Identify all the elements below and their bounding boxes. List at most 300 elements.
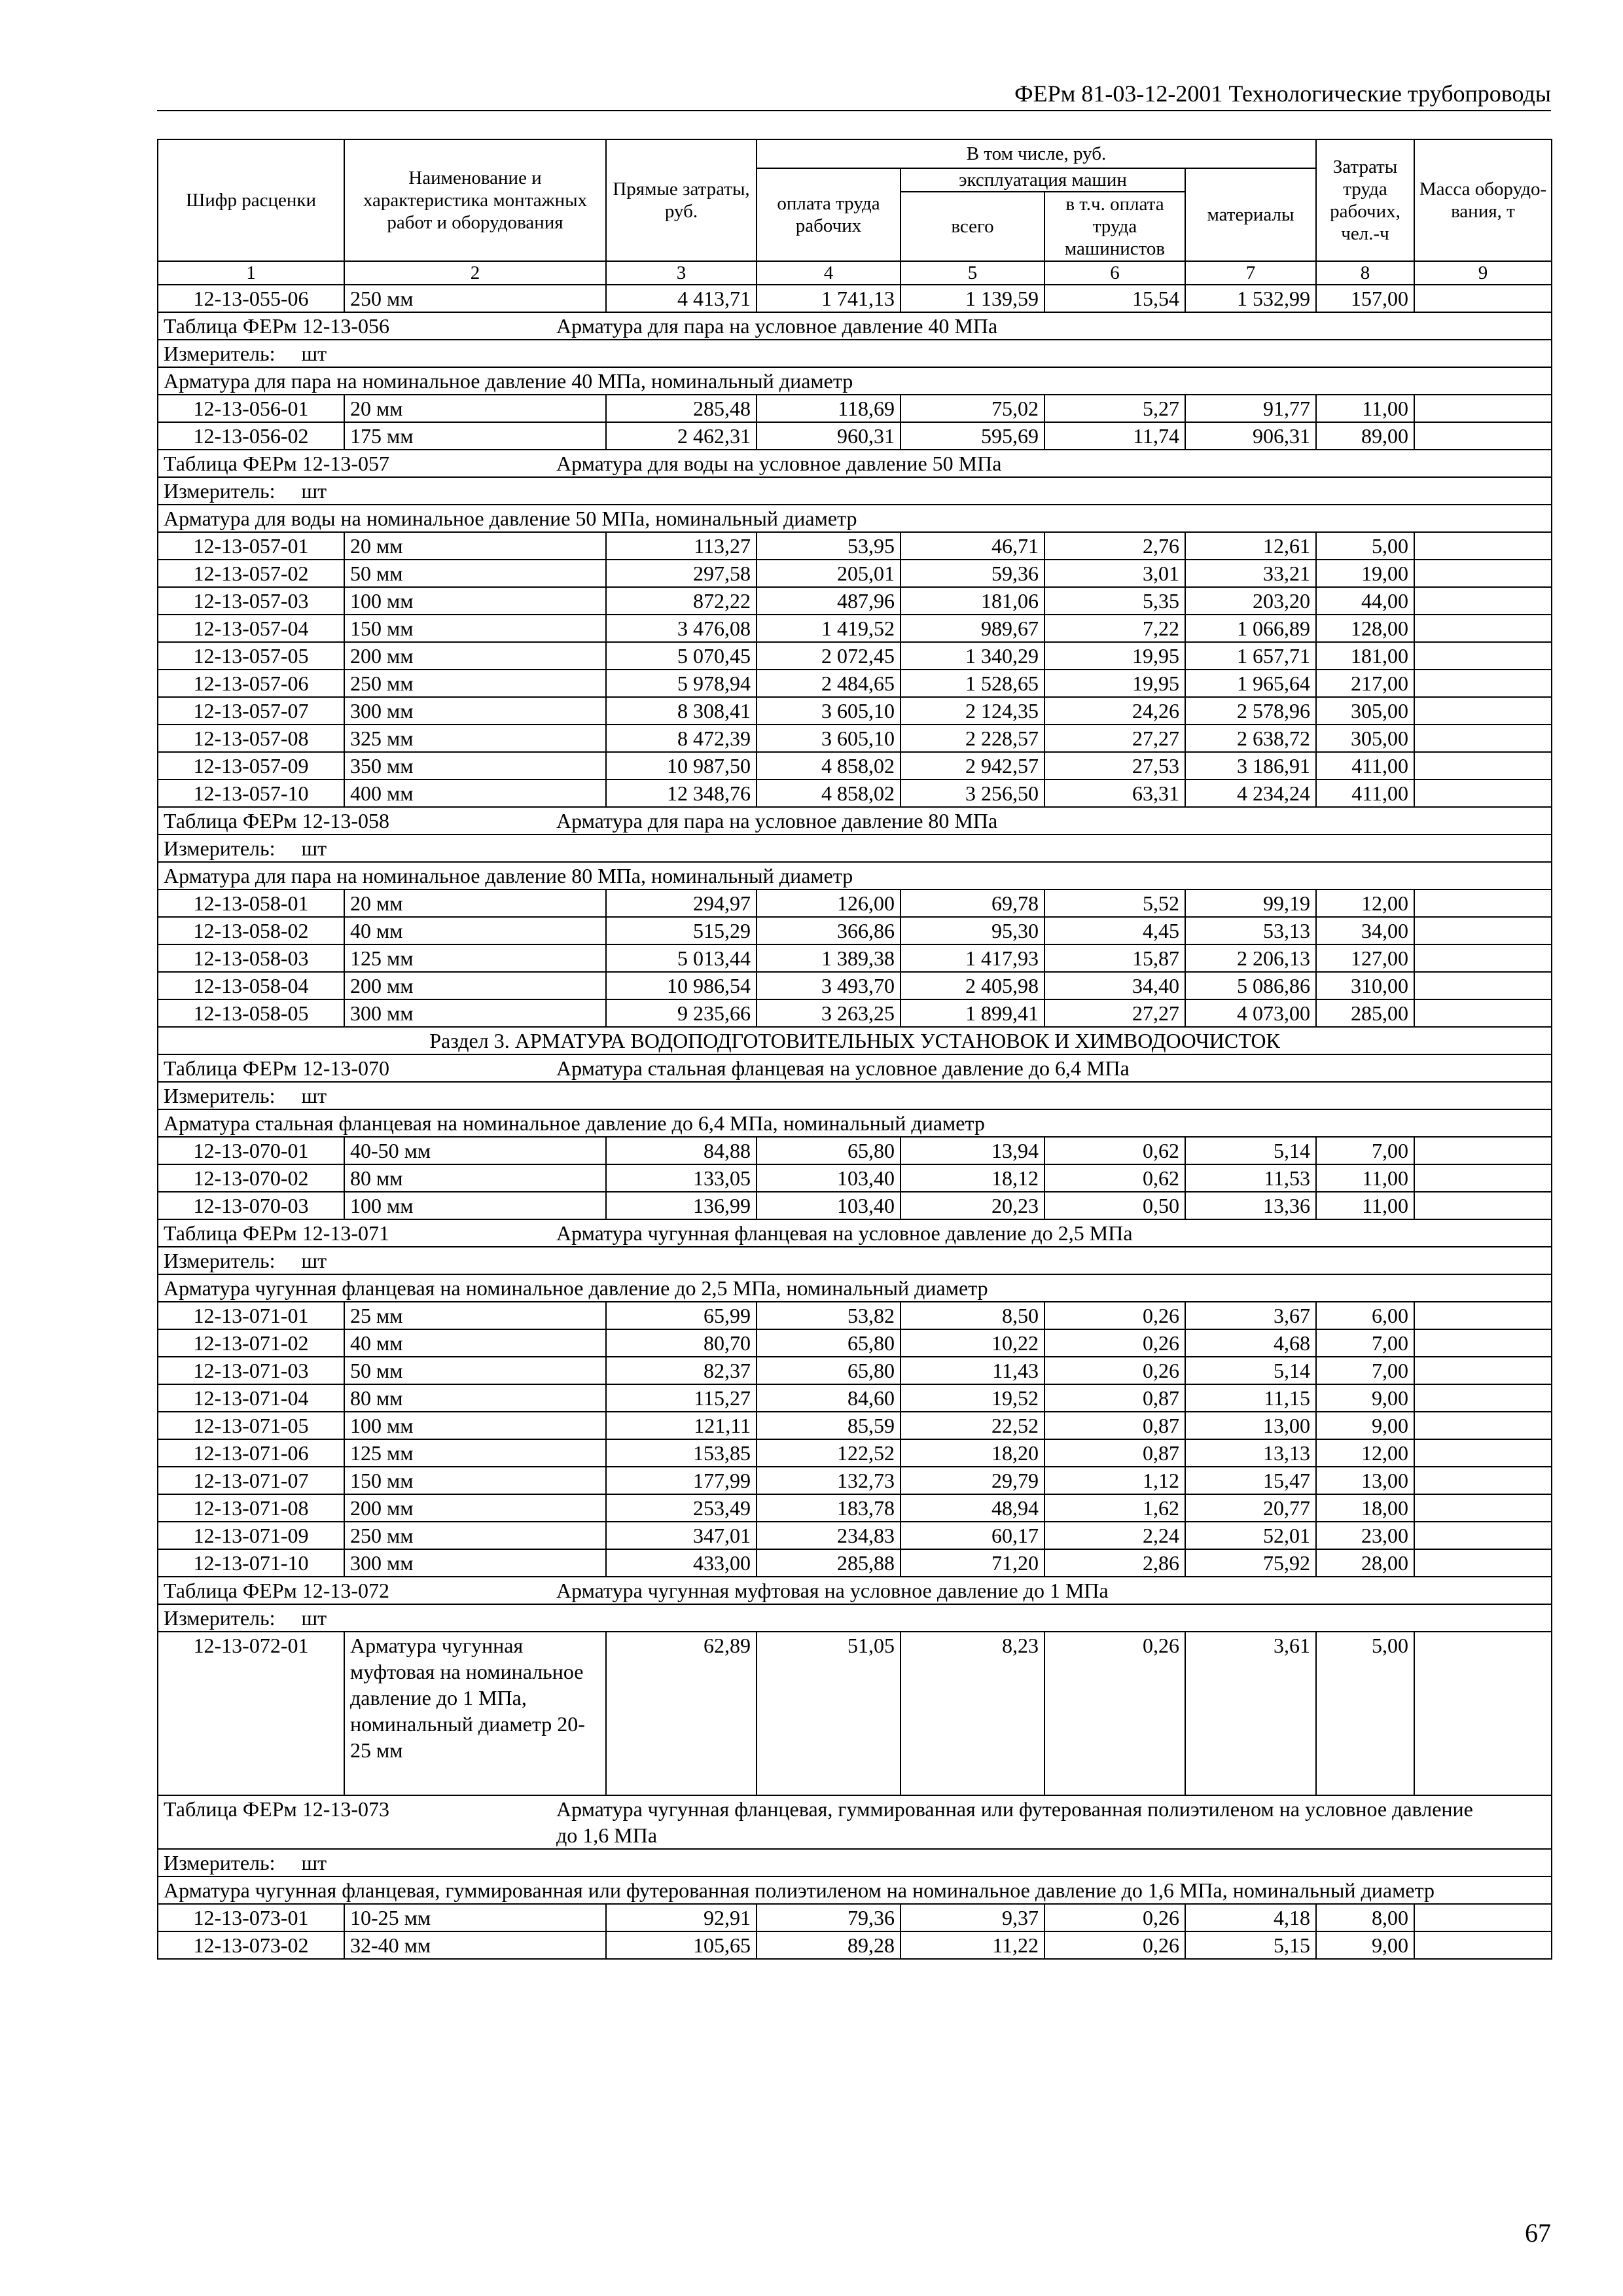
materials-cost: 2 578,96 [1185, 697, 1316, 725]
rate-code: 12-13-058-03 [158, 944, 344, 972]
machinists-wages: 15,87 [1044, 944, 1185, 972]
materials-cost: 3,67 [1185, 1302, 1316, 1329]
machines-cost: 11,43 [901, 1357, 1044, 1384]
col-incl-wages-header: в т.ч. оплата труда машинистов [1044, 192, 1185, 261]
table-code: Таблица ФЕРм 12-13-057 [164, 452, 390, 475]
measure-row [158, 834, 1552, 862]
measure-label: Измеритель: [164, 342, 276, 365]
labor-hours: 28,00 [1316, 1549, 1414, 1577]
description-row [158, 862, 1552, 889]
materials-cost: 75,92 [1185, 1549, 1316, 1577]
machinists-wages: 0,62 [1044, 1137, 1185, 1164]
equipment-mass [1414, 1931, 1552, 1959]
labor-hours: 217,00 [1316, 670, 1414, 697]
wages-cost: 205,01 [757, 560, 901, 587]
equipment-mass [1414, 1412, 1552, 1439]
col-code-header: Шифр расценки [158, 139, 344, 261]
rate-code: 12-13-057-03 [158, 587, 344, 615]
machines-cost: 22,52 [901, 1412, 1044, 1439]
machines-cost: 1 528,65 [901, 670, 1044, 697]
table-code: Таблица ФЕРм 12-13-073 [164, 1797, 390, 1821]
column-number: 5 [901, 261, 1044, 285]
materials-cost: 11,53 [1185, 1164, 1316, 1192]
rate-code: 12-13-071-02 [158, 1329, 344, 1357]
col-machines-header: эксплуатация машин [901, 168, 1185, 192]
work-name: 100 мм [344, 1412, 606, 1439]
direct-cost: 177,99 [606, 1467, 757, 1494]
description-row [158, 1876, 1552, 1904]
wages-cost: 2 072,45 [757, 642, 901, 670]
equipment-mass [1414, 1137, 1552, 1164]
wages-cost: 51,05 [757, 1632, 901, 1795]
wages-cost: 65,80 [757, 1357, 901, 1384]
machinists-wages: 0,26 [1044, 1931, 1185, 1959]
table-code: Таблица ФЕРм 12-13-058 [164, 809, 390, 833]
direct-cost: 136,99 [606, 1192, 757, 1219]
machinists-wages: 19,95 [1044, 670, 1185, 697]
work-name: 175 мм [344, 422, 606, 450]
machinists-wages: 0,26 [1044, 1904, 1185, 1931]
table-row [158, 1384, 1552, 1412]
labor-hours: 411,00 [1316, 780, 1414, 807]
work-name: 25 мм [344, 1302, 606, 1329]
equipment-mass [1414, 587, 1552, 615]
work-name: 20 мм [344, 395, 606, 422]
wages-cost: 366,86 [757, 917, 901, 944]
direct-cost: 285,48 [606, 395, 757, 422]
machinists-wages: 0,26 [1044, 1302, 1185, 1329]
equipment-mass [1414, 1302, 1552, 1329]
equipment-mass [1414, 1439, 1552, 1467]
table-header [158, 139, 1552, 285]
table-row [158, 285, 1552, 312]
table-row [158, 1931, 1552, 1959]
work-name: 150 мм [344, 615, 606, 642]
col-labor-header: Затраты труда рабочих, чел.-ч [1316, 139, 1414, 261]
table-code: Таблица ФЕРм 12-13-056 [164, 314, 390, 338]
labor-hours: 19,00 [1316, 560, 1414, 587]
table-row [158, 642, 1552, 670]
measure-unit: шт [301, 342, 327, 365]
materials-cost: 2 638,72 [1185, 725, 1316, 752]
materials-cost: 4 073,00 [1185, 999, 1316, 1027]
direct-cost: 115,27 [606, 1384, 757, 1412]
materials-cost: 15,47 [1185, 1467, 1316, 1494]
rate-code: 12-13-057-05 [158, 642, 344, 670]
labor-hours: 128,00 [1316, 615, 1414, 642]
table-row [158, 725, 1552, 752]
machinists-wages: 5,52 [1044, 889, 1185, 917]
table-name: Арматура чугунная фланцевая, гуммированная или футерованная полиэтиленом на условное давление до 1,6 МПа [556, 1797, 1473, 1847]
materials-cost: 13,36 [1185, 1192, 1316, 1219]
machinists-wages: 5,27 [1044, 395, 1185, 422]
materials-cost: 91,77 [1185, 395, 1316, 422]
wages-cost: 960,31 [757, 422, 901, 450]
table-name: Арматура стальная фланцевая на условное давление до 6,4 МПа [556, 1056, 1130, 1080]
wages-cost: 84,60 [757, 1384, 901, 1412]
rate-code: 12-13-073-01 [158, 1904, 344, 1931]
machines-cost: 19,52 [901, 1384, 1044, 1412]
table-name: Арматура чугунная муфтовая на условное давление до 1 МПа [556, 1579, 1109, 1602]
machines-cost: 75,02 [901, 395, 1044, 422]
equipment-mass [1414, 697, 1552, 725]
work-name: 125 мм [344, 1439, 606, 1467]
rate-code: 12-13-073-02 [158, 1931, 344, 1959]
equipment-mass [1414, 615, 1552, 642]
table-row [158, 1467, 1552, 1494]
table-code: Таблица ФЕРм 12-13-071 [164, 1221, 390, 1245]
work-name: 200 мм [344, 642, 606, 670]
direct-cost: 2 462,31 [606, 422, 757, 450]
labor-hours: 7,00 [1316, 1137, 1414, 1164]
machines-cost: 95,30 [901, 917, 1044, 944]
wages-cost: 3 605,10 [757, 725, 901, 752]
work-name: 300 мм [344, 697, 606, 725]
machinists-wages: 2,24 [1044, 1522, 1185, 1549]
work-name: 40 мм [344, 1329, 606, 1357]
equipment-mass [1414, 1329, 1552, 1357]
rate-code: 12-13-070-02 [158, 1164, 344, 1192]
labor-hours: 305,00 [1316, 697, 1414, 725]
rate-code: 12-13-071-01 [158, 1302, 344, 1329]
col-mass-header: Масса оборудо-вания, т [1414, 139, 1552, 261]
equipment-mass [1414, 1632, 1552, 1795]
labor-hours: 12,00 [1316, 889, 1414, 917]
materials-cost: 1 066,89 [1185, 615, 1316, 642]
measure-unit: шт [301, 1249, 327, 1272]
equipment-mass [1414, 670, 1552, 697]
materials-cost: 5,14 [1185, 1137, 1316, 1164]
direct-cost: 121,11 [606, 1412, 757, 1439]
machines-cost: 8,23 [901, 1632, 1044, 1795]
machinists-wages: 0,87 [1044, 1412, 1185, 1439]
materials-cost: 5 086,86 [1185, 972, 1316, 999]
equipment-mass [1414, 1494, 1552, 1522]
table-row [158, 1302, 1552, 1329]
equipment-mass [1414, 1522, 1552, 1549]
machinists-wages: 4,45 [1044, 917, 1185, 944]
materials-cost: 3 186,91 [1185, 752, 1316, 780]
table-row [158, 944, 1552, 972]
equipment-mass [1414, 1192, 1552, 1219]
table-title-row [158, 312, 1552, 340]
rate-code: 12-13-057-09 [158, 752, 344, 780]
measure-row [158, 340, 1552, 367]
table-row [158, 1164, 1552, 1192]
equipment-mass [1414, 285, 1552, 312]
direct-cost: 12 348,76 [606, 780, 757, 807]
wages-cost: 183,78 [757, 1494, 901, 1522]
wages-cost: 4 858,02 [757, 780, 901, 807]
machines-cost: 2 942,57 [901, 752, 1044, 780]
table-row [158, 999, 1552, 1027]
work-name: 80 мм [344, 1164, 606, 1192]
direct-cost: 253,49 [606, 1494, 757, 1522]
rate-code: 12-13-058-02 [158, 917, 344, 944]
labor-hours: 6,00 [1316, 1302, 1414, 1329]
table-row [158, 1412, 1552, 1439]
labor-hours: 34,00 [1316, 917, 1414, 944]
machines-cost: 1 899,41 [901, 999, 1044, 1027]
rate-code: 12-13-057-04 [158, 615, 344, 642]
machines-cost: 1 340,29 [901, 642, 1044, 670]
work-name: 250 мм [344, 670, 606, 697]
work-name: 200 мм [344, 972, 606, 999]
machinists-wages: 0,50 [1044, 1192, 1185, 1219]
rate-code: 12-13-057-07 [158, 697, 344, 725]
table-title-row [158, 1577, 1552, 1604]
machines-cost: 989,67 [901, 615, 1044, 642]
wages-cost: 487,96 [757, 587, 901, 615]
materials-cost: 3,61 [1185, 1632, 1316, 1795]
machines-cost: 181,06 [901, 587, 1044, 615]
machinists-wages: 24,26 [1044, 697, 1185, 725]
labor-hours: 285,00 [1316, 999, 1414, 1027]
machinists-wages: 0,87 [1044, 1384, 1185, 1412]
direct-cost: 62,89 [606, 1632, 757, 1795]
direct-cost: 92,91 [606, 1904, 757, 1931]
direct-cost: 515,29 [606, 917, 757, 944]
measure-label: Измеритель: [164, 1249, 276, 1272]
rate-code: 12-13-057-06 [158, 670, 344, 697]
machines-cost: 2 228,57 [901, 725, 1044, 752]
materials-cost: 53,13 [1185, 917, 1316, 944]
direct-cost: 5 978,94 [606, 670, 757, 697]
table-title-row [158, 1219, 1552, 1247]
table-name: Арматура чугунная фланцевая на условное давление до 2,5 МПа [556, 1221, 1133, 1245]
materials-cost: 1 965,64 [1185, 670, 1316, 697]
table-name: Арматура для воды на условное давление 50 МПа [556, 452, 1002, 475]
work-name: 40 мм [344, 917, 606, 944]
direct-cost: 433,00 [606, 1549, 757, 1577]
measure-unit: шт [301, 1851, 327, 1874]
rate-code: 12-13-070-01 [158, 1137, 344, 1164]
column-number: 3 [606, 261, 757, 285]
labor-hours: 157,00 [1316, 285, 1414, 312]
work-name: 80 мм [344, 1384, 606, 1412]
machines-cost: 29,79 [901, 1467, 1044, 1494]
direct-cost: 82,37 [606, 1357, 757, 1384]
section-title: Раздел 3. АРМАТУРА ВОДОПОДГОТОВИТЕЛЬНЫХ УСТАНОВОК И ХИМВОДООЧИСТОК [158, 1027, 1552, 1054]
work-name: 10-25 мм [344, 1904, 606, 1931]
wages-cost: 234,83 [757, 1522, 901, 1549]
equipment-mass [1414, 972, 1552, 999]
header-title: ФЕРм 81-03-12-2001 Технологические трубопроводы [1014, 81, 1551, 107]
work-name: 40-50 мм [344, 1137, 606, 1164]
wages-cost: 85,59 [757, 1412, 901, 1439]
labor-hours: 44,00 [1316, 587, 1414, 615]
rate-code: 12-13-071-06 [158, 1439, 344, 1467]
table-row [158, 1357, 1552, 1384]
measure-unit: шт [301, 1606, 327, 1630]
machinists-wages: 0,26 [1044, 1632, 1185, 1795]
materials-cost: 11,15 [1185, 1384, 1316, 1412]
col-direct-header: Прямые затраты, руб. [606, 139, 757, 261]
measure-row [158, 1604, 1552, 1632]
machines-cost: 1 139,59 [901, 285, 1044, 312]
labor-hours: 11,00 [1316, 1164, 1414, 1192]
rate-code: 12-13-071-09 [158, 1522, 344, 1549]
labor-hours: 127,00 [1316, 944, 1414, 972]
machines-cost: 10,22 [901, 1329, 1044, 1357]
table-row [158, 422, 1552, 450]
labor-hours: 89,00 [1316, 422, 1414, 450]
rate-code: 12-13-072-01 [158, 1632, 344, 1795]
labor-hours: 18,00 [1316, 1494, 1414, 1522]
table-code: Таблица ФЕРм 12-13-072 [164, 1579, 390, 1602]
table-row [158, 1439, 1552, 1467]
labor-hours: 305,00 [1316, 725, 1414, 752]
direct-cost: 297,58 [606, 560, 757, 587]
table-row [158, 1904, 1552, 1931]
materials-cost: 1 532,99 [1185, 285, 1316, 312]
materials-cost: 5,15 [1185, 1931, 1316, 1959]
machinists-wages: 27,27 [1044, 999, 1185, 1027]
rate-code: 12-13-057-02 [158, 560, 344, 587]
measure-label: Измеритель: [164, 479, 276, 503]
table-title-row [158, 1054, 1552, 1082]
equipment-mass [1414, 395, 1552, 422]
column-number: 1 [158, 261, 344, 285]
direct-cost: 8 472,39 [606, 725, 757, 752]
machines-cost: 11,22 [901, 1931, 1044, 1959]
measure-label: Измеритель: [164, 1084, 276, 1107]
machines-cost: 8,50 [901, 1302, 1044, 1329]
direct-cost: 80,70 [606, 1329, 757, 1357]
machines-cost: 48,94 [901, 1494, 1044, 1522]
labor-hours: 8,00 [1316, 1904, 1414, 1931]
measure-row [158, 1849, 1552, 1876]
direct-cost: 133,05 [606, 1164, 757, 1192]
equipment-mass [1414, 642, 1552, 670]
table-name: Арматура для пара на условное давление 40 МПа [556, 314, 998, 338]
rate-code: 12-13-071-07 [158, 1467, 344, 1494]
wages-cost: 53,95 [757, 532, 901, 560]
table-row [158, 615, 1552, 642]
rate-code: 12-13-071-08 [158, 1494, 344, 1522]
direct-cost: 5 070,45 [606, 642, 757, 670]
table-row [158, 1192, 1552, 1219]
machinists-wages: 63,31 [1044, 780, 1185, 807]
labor-hours: 11,00 [1316, 395, 1414, 422]
direct-cost: 3 476,08 [606, 615, 757, 642]
wages-cost: 89,28 [757, 1931, 901, 1959]
table-row [158, 1137, 1552, 1164]
machines-cost: 60,17 [901, 1522, 1044, 1549]
table-row [158, 587, 1552, 615]
measure-label: Измеритель: [164, 1851, 276, 1874]
description-row [158, 1109, 1552, 1137]
work-name: 20 мм [344, 532, 606, 560]
wages-cost: 65,80 [757, 1329, 901, 1357]
direct-cost: 65,99 [606, 1302, 757, 1329]
rate-code: 12-13-055-06 [158, 285, 344, 312]
wages-cost: 126,00 [757, 889, 901, 917]
table-name: Арматура для пара на условное давление 80 МПа [556, 809, 998, 833]
labor-hours: 12,00 [1316, 1439, 1414, 1467]
direct-cost: 872,22 [606, 587, 757, 615]
rate-code: 12-13-056-01 [158, 395, 344, 422]
machines-cost: 20,23 [901, 1192, 1044, 1219]
machinists-wages: 3,01 [1044, 560, 1185, 587]
column-number: 7 [1185, 261, 1316, 285]
machinists-wages: 1,62 [1044, 1494, 1185, 1522]
labor-hours: 11,00 [1316, 1192, 1414, 1219]
direct-cost: 9 235,66 [606, 999, 757, 1027]
direct-cost: 5 013,44 [606, 944, 757, 972]
direct-cost: 113,27 [606, 532, 757, 560]
table-title-row [158, 1795, 1552, 1849]
rate-code: 12-13-058-04 [158, 972, 344, 999]
equipment-mass [1414, 917, 1552, 944]
rate-code: 12-13-057-01 [158, 532, 344, 560]
materials-cost: 52,01 [1185, 1522, 1316, 1549]
materials-cost: 906,31 [1185, 422, 1316, 450]
table-row [158, 1494, 1552, 1522]
rate-code: 12-13-071-04 [158, 1384, 344, 1412]
measure-label: Измеритель: [164, 1606, 276, 1630]
direct-cost: 84,88 [606, 1137, 757, 1164]
page-header [157, 71, 1551, 111]
labor-hours: 23,00 [1316, 1522, 1414, 1549]
materials-cost: 5,14 [1185, 1357, 1316, 1384]
wages-cost: 122,52 [757, 1439, 901, 1467]
machines-cost: 2 124,35 [901, 697, 1044, 725]
wages-cost: 53,82 [757, 1302, 901, 1329]
direct-cost: 153,85 [606, 1439, 757, 1467]
measure-row [158, 1247, 1552, 1274]
column-number: 2 [344, 261, 606, 285]
equipment-mass [1414, 1904, 1552, 1931]
direct-cost: 294,97 [606, 889, 757, 917]
machines-cost: 3 256,50 [901, 780, 1044, 807]
description-row [158, 367, 1552, 395]
column-numbers-row [158, 261, 1552, 285]
equipment-mass [1414, 752, 1552, 780]
equipment-mass [1414, 1549, 1552, 1577]
machinists-wages: 27,53 [1044, 752, 1185, 780]
equipment-mass [1414, 532, 1552, 560]
work-name: 300 мм [344, 999, 606, 1027]
description-text: Арматура для пара на номинальное давление 40 МПа, номинальный диаметр [158, 367, 1552, 395]
machines-cost: 71,20 [901, 1549, 1044, 1577]
wages-cost: 103,40 [757, 1192, 901, 1219]
materials-cost: 4,18 [1185, 1904, 1316, 1931]
machinists-wages: 1,12 [1044, 1467, 1185, 1494]
table-row [158, 1632, 1552, 1795]
wages-cost: 2 484,65 [757, 670, 901, 697]
machines-cost: 18,20 [901, 1439, 1044, 1467]
description-text: Арматура стальная фланцевая на номинальное давление до 6,4 МПа, номинальный диаметр [158, 1109, 1552, 1137]
equipment-mass [1414, 889, 1552, 917]
materials-cost: 203,20 [1185, 587, 1316, 615]
machines-cost: 69,78 [901, 889, 1044, 917]
table-body [158, 285, 1552, 1959]
machinists-wages: 0,62 [1044, 1164, 1185, 1192]
machines-cost: 1 417,93 [901, 944, 1044, 972]
machinists-wages: 0,87 [1044, 1439, 1185, 1467]
rate-code: 12-13-058-01 [158, 889, 344, 917]
description-row [158, 1274, 1552, 1302]
machinists-wages: 5,35 [1044, 587, 1185, 615]
wages-cost: 65,80 [757, 1137, 901, 1164]
materials-cost: 99,19 [1185, 889, 1316, 917]
equipment-mass [1414, 422, 1552, 450]
machinists-wages: 2,76 [1044, 532, 1185, 560]
table-row [158, 1329, 1552, 1357]
equipment-mass [1414, 1357, 1552, 1384]
machines-cost: 595,69 [901, 422, 1044, 450]
